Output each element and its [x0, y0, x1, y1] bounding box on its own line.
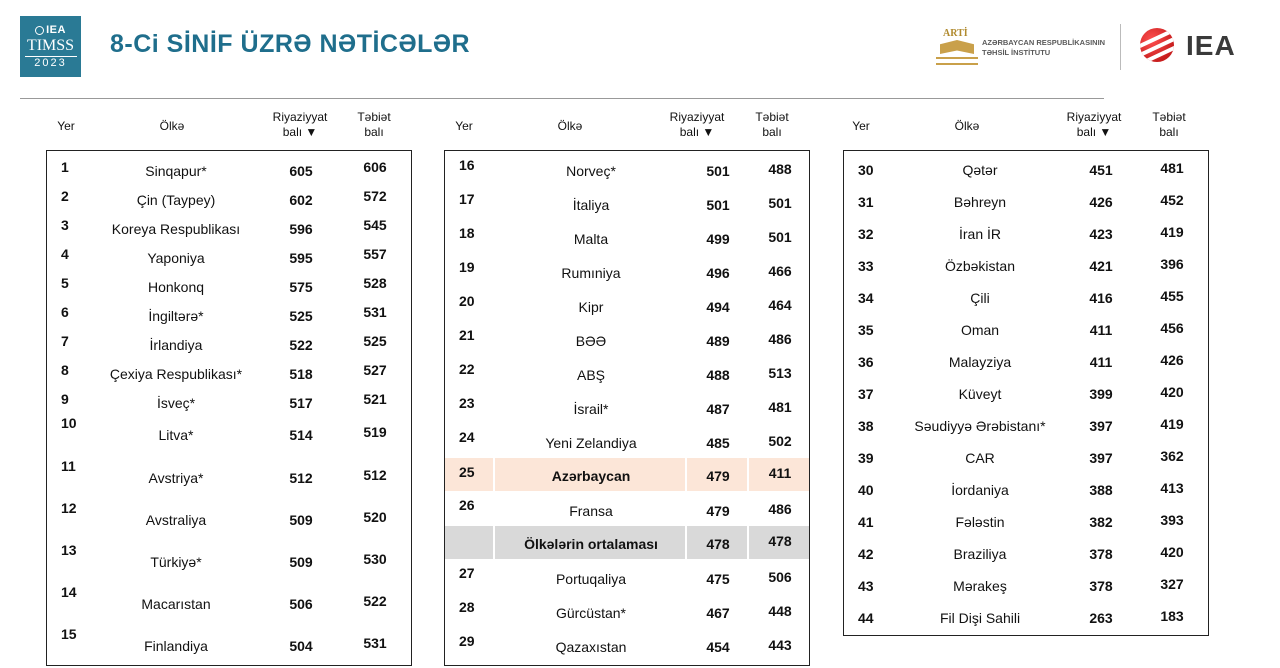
science-score-cell: 448 [768, 603, 792, 619]
table-row [445, 631, 809, 663]
science-score-cell: 530 [363, 551, 387, 567]
science-score-cell: 396 [1160, 256, 1184, 272]
table-row [445, 189, 809, 221]
science-score-cell: 481 [1160, 160, 1184, 176]
rank-cell: 39 [858, 450, 874, 466]
country-column-header: Ölkə [954, 119, 980, 133]
rank-cell: 31 [858, 194, 874, 210]
rank-cell: 26 [459, 497, 475, 513]
country-cell: Yaponiya [147, 250, 205, 266]
science-score-cell: 513 [768, 365, 792, 381]
country-cell: Özbəkistan [944, 258, 1016, 274]
math-score-cell: 423 [1089, 226, 1113, 242]
science-score-cell: 481 [768, 399, 792, 415]
book-icon [940, 40, 974, 54]
rank-cell: 8 [61, 362, 69, 378]
rank-cell: 44 [858, 610, 874, 626]
table-row [445, 563, 809, 595]
science-score-cell: 362 [1160, 448, 1184, 464]
math-score-cell: 489 [706, 333, 730, 349]
science-score-column-header: Təbiət balı [1152, 110, 1186, 139]
country-cell: Malayziya [948, 354, 1012, 370]
math-score-cell: 512 [289, 470, 313, 486]
rank-cell: 32 [858, 226, 874, 242]
results-table [46, 150, 412, 666]
country-cell: Ölkələrin ortalaması [524, 536, 658, 552]
table-row-average [445, 526, 809, 559]
table-row [844, 605, 1208, 631]
math-score-cell: 475 [706, 571, 730, 587]
math-score-cell: 494 [706, 299, 730, 315]
rank-cell: 3 [61, 217, 69, 233]
country-cell: İsveç* [156, 395, 196, 411]
rank-cell: 11 [61, 458, 76, 474]
country-cell: Azərbaycan [551, 468, 631, 484]
table-row [445, 427, 809, 459]
table-row [844, 349, 1208, 375]
math-score-cell: 509 [289, 554, 313, 570]
timss-logo [20, 16, 81, 77]
science-score-cell: 520 [363, 509, 387, 525]
math-score-column-header: Riyaziyyat balı ▼ [1066, 110, 1122, 139]
science-score-cell: 506 [768, 569, 792, 585]
science-score-cell: 426 [1160, 352, 1184, 368]
science-score-cell: 525 [363, 333, 387, 349]
science-score-cell: 512 [363, 467, 387, 483]
math-score-cell: 596 [289, 221, 313, 237]
iea-swirl-icon [35, 26, 44, 35]
science-score-cell: 501 [768, 195, 792, 211]
math-score-cell: 426 [1089, 194, 1113, 210]
table-row [844, 157, 1208, 183]
country-cell: Norveç* [566, 163, 616, 179]
country-column-header: Ölkə [557, 119, 583, 133]
country-cell: Qətər [962, 162, 998, 178]
science-score-cell: 478 [768, 533, 792, 549]
table-row [445, 257, 809, 289]
rank-cell: 2 [61, 188, 69, 204]
science-score-cell: 545 [363, 217, 387, 233]
science-score-cell: 413 [1160, 480, 1184, 496]
table-row [445, 223, 809, 255]
table-row [47, 502, 411, 528]
country-cell: Sinqapur* [145, 163, 207, 179]
rank-cell: 25 [459, 464, 475, 480]
rank-cell: 18 [459, 225, 475, 241]
science-score-cell: 456 [1160, 320, 1184, 336]
table-row [47, 544, 411, 570]
rank-cell: 4 [61, 246, 69, 262]
country-cell: Finlandiya [144, 638, 208, 654]
country-cell: Avstraliya [145, 512, 207, 528]
rank-column-header: Yer [852, 119, 870, 133]
arti-logo [936, 28, 981, 66]
country-cell: Çin (Taypey) [136, 192, 216, 208]
table-row [47, 215, 411, 241]
country-cell: Koreya Respublikası [111, 221, 241, 237]
table-row [47, 460, 411, 486]
math-score-cell: 397 [1089, 418, 1113, 434]
table-row [844, 189, 1208, 215]
table-row [47, 244, 411, 270]
science-score-cell: 466 [768, 263, 792, 279]
rank-cell: 6 [61, 304, 69, 320]
science-score-cell: 443 [768, 637, 792, 653]
rank-cell: 36 [858, 354, 874, 370]
math-score-cell: 522 [289, 337, 313, 353]
math-score-cell: 467 [706, 605, 730, 621]
table-row [844, 413, 1208, 439]
math-score-cell: 479 [706, 468, 730, 484]
logo-timss-text: TIMSS [26, 37, 75, 54]
arti-abbr: ARTİ [943, 28, 968, 39]
country-cell: İrlandiya [149, 337, 203, 353]
table-row [844, 477, 1208, 503]
table-row [844, 381, 1208, 407]
math-score-cell: 504 [289, 638, 313, 654]
science-score-cell: 327 [1160, 576, 1184, 592]
math-score-cell: 595 [289, 250, 313, 266]
country-cell: BƏƏ [575, 333, 607, 349]
iea-logo-text: IEA [1186, 30, 1236, 61]
math-score-column-header: Riyaziyyat balı ▼ [669, 110, 725, 139]
math-score-cell: 509 [289, 512, 313, 528]
country-cell: Portuqaliya [555, 571, 627, 587]
science-score-cell: 393 [1160, 512, 1184, 528]
math-score-cell: 421 [1089, 258, 1113, 274]
math-score-cell: 602 [289, 192, 313, 208]
math-score-cell: 388 [1089, 482, 1113, 498]
results-table [843, 150, 1209, 636]
math-score-cell: 399 [1089, 386, 1113, 402]
science-score-cell: 527 [363, 362, 387, 378]
math-score-cell: 416 [1089, 290, 1113, 306]
logo-year-text: 2023 [25, 56, 77, 69]
science-score-cell: 411 [768, 465, 792, 481]
table-row [445, 393, 809, 425]
science-score-cell: 420 [1160, 544, 1184, 560]
math-score-cell: 263 [1089, 610, 1113, 626]
table-row [445, 495, 809, 527]
table-row [47, 389, 411, 415]
math-score-cell: 411 [1089, 354, 1113, 370]
science-score-cell: 486 [768, 501, 792, 517]
math-score-cell: 575 [289, 279, 313, 295]
country-cell: Yeni Zelandiya [545, 435, 637, 451]
math-score-cell: 496 [706, 265, 730, 281]
table-row-highlighted [445, 458, 809, 491]
country-cell: Fransa [569, 503, 613, 519]
country-cell: Oman [960, 322, 1000, 338]
math-score-cell: 378 [1089, 546, 1113, 562]
science-score-cell: 531 [363, 635, 387, 651]
math-score-cell: 518 [289, 366, 313, 382]
table-row [47, 157, 411, 183]
table-row [47, 360, 411, 386]
rank-cell: 9 [61, 391, 69, 407]
science-score-cell: 572 [363, 188, 387, 204]
science-score-cell: 557 [363, 246, 387, 262]
math-score-cell: 487 [706, 401, 730, 417]
science-score-cell: 419 [1160, 224, 1184, 240]
country-cell: CAR [965, 450, 995, 466]
science-score-column-header: Təbiət balı [357, 110, 391, 139]
math-score-cell: 525 [289, 308, 313, 324]
rank-cell: 35 [858, 322, 874, 338]
table-row [47, 302, 411, 328]
rank-cell: 40 [858, 482, 874, 498]
math-score-cell: 605 [289, 163, 313, 179]
rank-cell: 14 [61, 584, 77, 600]
rank-cell: 23 [459, 395, 475, 411]
science-score-cell: 606 [363, 159, 387, 175]
arti-institute-name: AZƏRBAYCAN RESPUBLİKASININ TƏHSİL İNSTİTUTU [982, 38, 1106, 57]
rank-cell: 42 [858, 546, 874, 562]
rank-cell: 43 [858, 578, 874, 594]
country-cell: İngiltərə* [148, 308, 204, 324]
table-row [47, 273, 411, 299]
country-cell: ABŞ [576, 367, 605, 383]
country-cell: Fil Dişi Sahili [939, 610, 1021, 626]
math-score-cell: 501 [706, 163, 730, 179]
country-cell: Gürcüstan* [555, 605, 627, 621]
science-score-cell: 464 [768, 297, 792, 313]
country-cell: Macarıstan [141, 596, 211, 612]
country-cell: İsrail* [573, 401, 609, 417]
rank-cell: 16 [459, 157, 475, 173]
header-divider [20, 98, 1104, 99]
science-score-cell: 501 [768, 229, 792, 245]
country-cell: İordaniya [951, 482, 1009, 498]
science-score-cell: 521 [363, 391, 387, 407]
science-score-cell: 522 [363, 593, 387, 609]
science-score-column-header: Təbiət balı [755, 110, 789, 139]
math-score-cell: 499 [706, 231, 730, 247]
rank-cell: 30 [858, 162, 874, 178]
page-title: 8-Ci SİNİF ÜZRƏ NƏTİCƏLƏR [110, 30, 471, 58]
country-cell: Kipr [578, 299, 604, 315]
country-cell: Fələstin [955, 514, 1005, 530]
country-cell: Mərakeş [953, 578, 1007, 594]
rank-cell: 15 [61, 626, 77, 642]
rank-cell: 24 [459, 429, 475, 445]
rank-column-header: Yer [57, 119, 75, 133]
country-cell: Litva* [158, 427, 194, 443]
rank-cell: 1 [61, 159, 69, 175]
science-score-cell: 419 [1160, 416, 1184, 432]
table-row [844, 509, 1208, 535]
rank-cell: 5 [61, 275, 69, 291]
table-row [445, 597, 809, 629]
science-score-cell: 528 [363, 275, 387, 291]
rank-cell: 13 [61, 542, 77, 558]
country-cell: Küveyt [958, 386, 1002, 402]
rank-cell: 22 [459, 361, 475, 377]
country-cell: Səudiyyə Ərəbistanı* [914, 418, 1046, 434]
country-cell: Türkiyə* [150, 554, 202, 570]
rank-cell: 27 [459, 565, 475, 581]
science-score-cell: 531 [363, 304, 387, 320]
logo-divider [1120, 24, 1121, 70]
rank-cell: 29 [459, 633, 475, 649]
table-row [445, 359, 809, 391]
country-cell: Çexiya Respublikası* [109, 366, 243, 382]
math-score-cell: 378 [1089, 578, 1113, 594]
table-row [445, 155, 809, 187]
math-score-cell: 485 [706, 435, 730, 451]
science-score-cell: 519 [363, 424, 387, 440]
rank-cell: 41 [858, 514, 874, 530]
science-score-cell: 486 [768, 331, 792, 347]
rank-cell: 17 [459, 191, 475, 207]
table-row [47, 417, 411, 443]
country-cell: Avstriya* [148, 470, 204, 486]
rank-cell: 38 [858, 418, 874, 434]
rank-cell: 7 [61, 333, 69, 349]
country-column-header: Ölkə [159, 119, 185, 133]
country-cell: İtaliya [572, 197, 610, 213]
science-score-cell: 452 [1160, 192, 1184, 208]
table-row [47, 586, 411, 612]
math-score-column-header: Riyaziyyat balı ▼ [272, 110, 328, 139]
math-score-cell: 382 [1089, 514, 1113, 530]
country-cell: Bəhreyn [953, 194, 1007, 210]
logo-iea-text: IEA [46, 24, 66, 36]
math-score-cell: 488 [706, 367, 730, 383]
country-cell: Çili [970, 290, 990, 306]
math-score-cell: 397 [1089, 450, 1113, 466]
science-score-cell: 455 [1160, 288, 1184, 304]
iea-globe-icon [1140, 28, 1174, 62]
table-row [844, 317, 1208, 343]
table-row [844, 541, 1208, 567]
science-score-cell: 420 [1160, 384, 1184, 400]
rank-cell: 28 [459, 599, 475, 615]
table-row [844, 573, 1208, 599]
science-score-cell: 488 [768, 161, 792, 177]
rank-cell: 12 [61, 500, 77, 516]
table-row [844, 285, 1208, 311]
science-score-cell: 183 [1160, 608, 1184, 624]
country-cell: İran İR [958, 226, 1001, 242]
math-score-cell: 479 [706, 503, 730, 519]
math-score-cell: 411 [1089, 322, 1113, 338]
rank-cell: 34 [858, 290, 874, 306]
science-score-cell: 502 [768, 433, 792, 449]
math-score-cell: 506 [289, 596, 313, 612]
country-cell: Honkonq [147, 279, 205, 295]
country-cell: Malta [573, 231, 609, 247]
country-cell: Rumıniya [561, 265, 621, 281]
rank-cell: 33 [858, 258, 874, 274]
math-score-cell: 451 [1089, 162, 1113, 178]
rank-cell: 10 [61, 415, 77, 431]
table-row [445, 291, 809, 323]
rank-cell: 37 [858, 386, 874, 402]
country-cell: Braziliya [953, 546, 1007, 562]
table-row [844, 445, 1208, 471]
rank-cell: 21 [459, 327, 475, 343]
math-score-cell: 514 [289, 427, 313, 443]
rank-column-header: Yer [455, 119, 473, 133]
table-row [47, 186, 411, 212]
table-row [445, 325, 809, 357]
table-row [47, 331, 411, 357]
country-cell: Qazaxıstan [555, 639, 627, 655]
math-score-cell: 501 [706, 197, 730, 213]
math-score-cell: 478 [706, 536, 730, 552]
table-row [844, 253, 1208, 279]
table-row [844, 221, 1208, 247]
rank-cell: 20 [459, 293, 475, 309]
rank-cell: 19 [459, 259, 475, 275]
math-score-cell: 454 [706, 639, 730, 655]
math-score-cell: 517 [289, 395, 313, 411]
table-row [47, 628, 411, 654]
results-table [444, 150, 810, 666]
